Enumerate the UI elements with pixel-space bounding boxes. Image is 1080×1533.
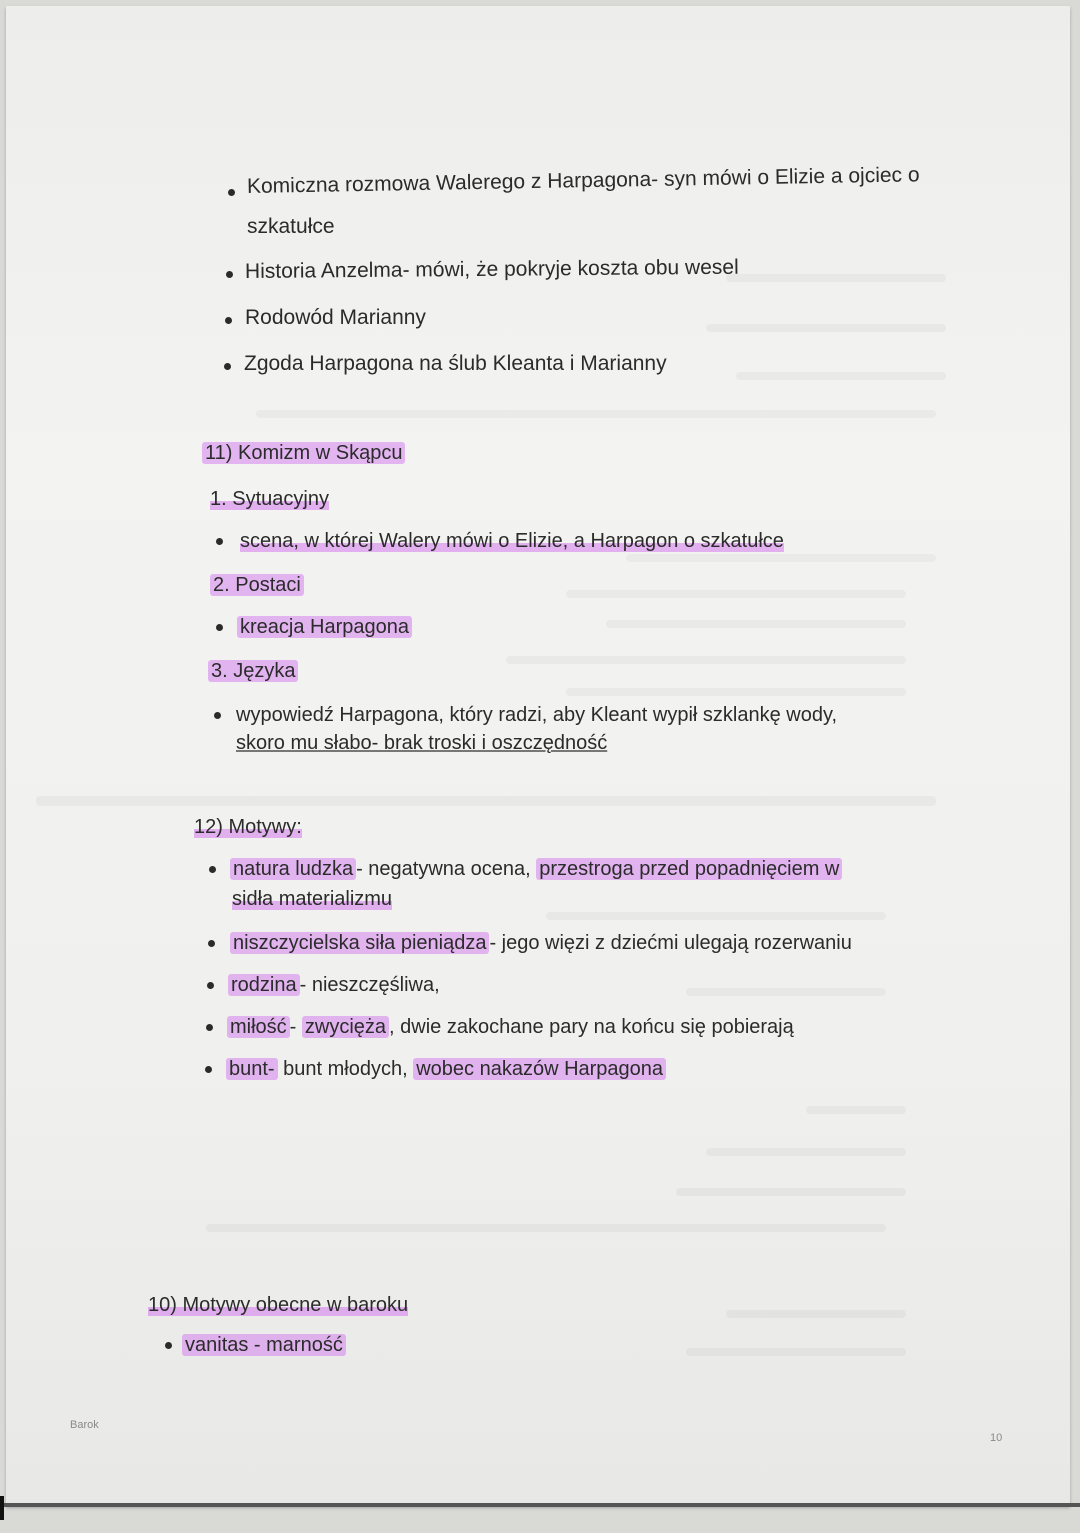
list-item-text — [226, 1056, 666, 1082]
list-item-text-continued — [232, 886, 392, 912]
bullet-icon — [228, 189, 235, 196]
highlighted-text: miłość — [227, 1016, 290, 1038]
bleed-through-line — [506, 656, 906, 664]
bullet-icon — [209, 866, 216, 873]
bleed-through-line — [566, 688, 906, 696]
bullet-icon — [216, 624, 223, 631]
bleed-through-line — [676, 1188, 906, 1196]
list-item-text — [230, 856, 842, 882]
list-item-text — [182, 1332, 346, 1358]
list-item-text — [230, 930, 852, 956]
section-heading — [148, 1292, 408, 1318]
highlighted-text: rodzina — [228, 974, 300, 996]
section-heading — [194, 814, 302, 840]
subsection-heading — [208, 658, 298, 684]
bullet-icon — [224, 363, 231, 370]
bullet-icon — [207, 982, 214, 989]
bleed-through-line — [806, 1106, 906, 1114]
highlighted-text: bunt- — [226, 1058, 278, 1080]
highlighted-text: niszczycielska siła pieniądza — [230, 932, 489, 954]
bleed-through-line — [546, 912, 886, 920]
highlighted-text: vanitas - marność — [182, 1334, 346, 1356]
list-item-text: szkatułce — [247, 215, 335, 238]
highlighted-heading: 12) Motywy: — [194, 816, 302, 838]
bleed-through-line — [36, 796, 936, 806]
bullet-icon — [205, 1066, 212, 1073]
list-item-text: Zgoda Harpagona na ślub Kleanta i Marianny — [244, 352, 667, 375]
list-item-text-continued — [236, 730, 607, 756]
plain-text: - jego więzi z dziećmi ulegają rozerwaniu — [489, 932, 852, 954]
highlighted-text: wobec nakazów Harpagona — [413, 1058, 666, 1080]
bleed-through-line — [626, 554, 936, 562]
bleed-through-line — [566, 590, 906, 598]
plain-text: - — [289, 1016, 302, 1038]
highlighted-text: przestroga przed popadnięciem w — [536, 858, 842, 880]
bullet-icon — [226, 271, 233, 278]
list-item-text — [228, 972, 440, 998]
list-item-text: wypowiedź Harpagona, który radzi, aby Kleant wypił szklankę wody, — [236, 704, 838, 726]
list-item-text — [237, 614, 412, 640]
highlighted-text: zwycięża — [302, 1016, 389, 1038]
plain-text: bunt młodych, — [277, 1058, 414, 1080]
scan-edge-mark — [0, 1496, 4, 1520]
highlighted-text: 1. Sytuacyjny — [210, 488, 329, 510]
bleed-through-line — [736, 372, 946, 380]
list-item-text: Rodowód Marianny — [245, 306, 426, 329]
bleed-through-line — [706, 324, 946, 332]
bullet-icon — [206, 1024, 213, 1031]
highlighted-text: 2. Postaci — [210, 574, 304, 596]
plain-text: - negatywna ocena, — [356, 858, 537, 880]
bleed-through-line — [256, 410, 936, 418]
subsection-heading — [210, 572, 304, 598]
subsection-heading — [210, 486, 329, 512]
bullet-icon — [216, 538, 223, 545]
bleed-through-line — [726, 1310, 906, 1318]
bleed-through-line — [686, 1348, 906, 1356]
bleed-through-line — [686, 988, 886, 996]
highlighted-heading: 10) Motywy obecne w baroku — [148, 1294, 409, 1316]
highlighted-text: kreacja Harpagona — [237, 616, 412, 638]
highlighted-text: scena, w której Walery mówi o Elizie, a Harpagon o szkatułce — [240, 530, 784, 552]
page-number: 10 — [990, 1432, 1003, 1444]
list-item-text: Komiczna rozmowa Walerego z Harpagona- syn mówi o Elizie a ojciec o — [246, 163, 920, 198]
bleed-through-line — [606, 620, 906, 628]
bullet-icon — [214, 712, 221, 719]
list-item-text — [227, 1014, 794, 1040]
highlighted-text: 3. Języka — [208, 660, 298, 682]
bleed-through-line — [206, 1224, 886, 1232]
footer-label: Barok — [70, 1419, 99, 1431]
underlined-text: skoro mu słabo- brak troski i oszczędność — [236, 732, 608, 754]
plain-text: , dwie zakochane pary na końcu się pobierają — [389, 1016, 794, 1038]
bleed-through-line — [726, 274, 946, 282]
bullet-icon — [165, 1342, 172, 1349]
section-heading — [202, 440, 405, 466]
list-item-text: Historia Anzelma- mówi, że pokryje koszta obu wesel — [244, 255, 739, 283]
highlighted-heading: 11) Komizm w Skąpcu — [202, 442, 405, 464]
highlighted-text: sidła materializmu — [232, 888, 393, 910]
document-page — [6, 6, 1070, 1506]
plain-text: - nieszczęśliwa, — [299, 974, 440, 996]
list-item-text — [240, 528, 784, 554]
bullet-icon — [225, 317, 232, 324]
bleed-through-line — [706, 1148, 906, 1156]
highlighted-text: natura ludzka — [230, 858, 356, 880]
bullet-icon — [208, 940, 215, 947]
page-bottom-edge — [0, 1503, 1080, 1507]
